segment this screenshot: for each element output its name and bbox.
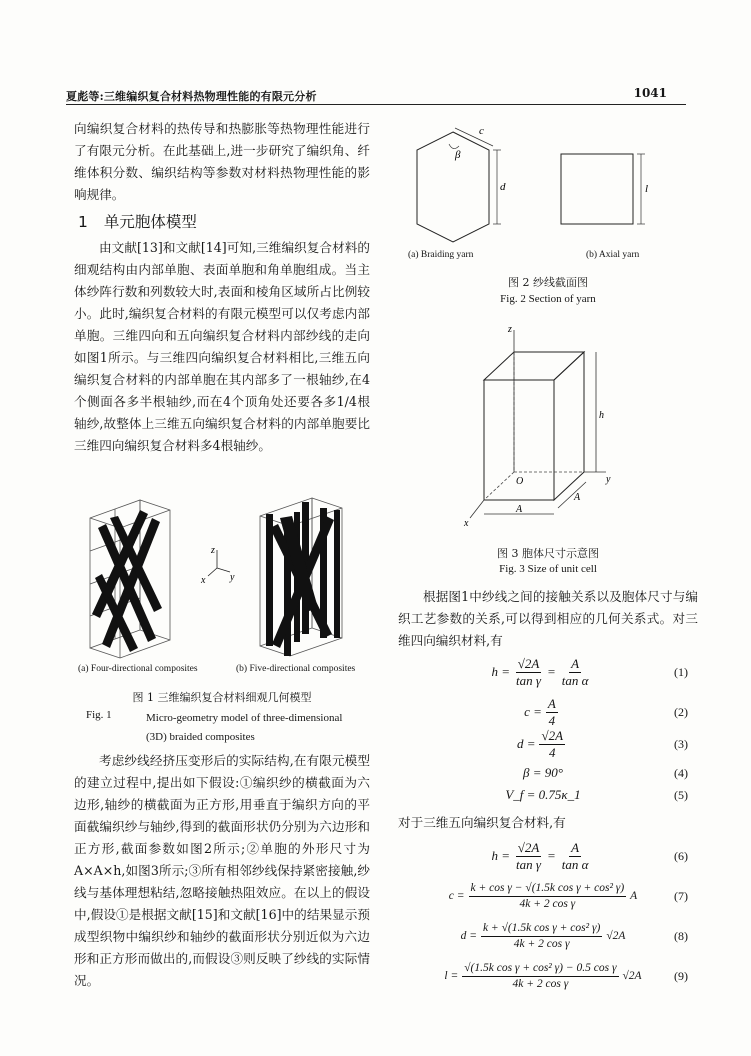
equation-1: h = $\frac{√2A}{\text{tan γ}}$ = $\frac{A}{\text{tan α}}$ (1) bbox=[491, 656, 688, 688]
equation-8: d = $\frac{\text{k + √(1.5k cos γ + cos² γ)}}{\text{4k + 2 cos γ}}$ √2A (8) bbox=[460, 922, 688, 950]
figure-2a-label: (a) Braiding yarn bbox=[408, 250, 474, 260]
equation-number: (1) bbox=[674, 664, 688, 679]
axis-label-y: y bbox=[606, 474, 611, 485]
axis-label-x: x bbox=[464, 518, 469, 529]
axis-label-y: y bbox=[230, 572, 235, 583]
paragraph-text: 根据图1中纱线之间的接触关系以及胞体尺寸与编织工艺参数的关系,可以得到相应的几何关系式。对三维四向编织材料,有 bbox=[398, 589, 698, 648]
intro-paragraph bbox=[74, 118, 370, 206]
equation-number: (6) bbox=[674, 848, 688, 863]
right-paragraph-2 bbox=[398, 812, 698, 834]
figure-2-caption-cn: 图 2 纱线截面图 bbox=[508, 276, 588, 289]
label-beta: β bbox=[455, 149, 461, 161]
depth-label: A bbox=[574, 492, 581, 503]
page-number: 1041 bbox=[633, 86, 667, 100]
braiding-yarns-4d bbox=[92, 510, 162, 652]
equation-9: l = $\frac{\text{√(1.5k cos γ + cos² γ) − 0.5 cos γ}}{\text{4k + 2 cos γ}}$ √2A (9) bbox=[444, 962, 688, 990]
figure-3-caption-en: Fig. 3 Size of unit cell bbox=[499, 563, 597, 575]
axis-label-z: z bbox=[211, 545, 215, 556]
height-label: h bbox=[599, 410, 604, 421]
figure-2b-label: (b) Axial yarn bbox=[586, 250, 640, 260]
axis-label-z: z bbox=[508, 324, 512, 335]
label-l: l bbox=[645, 183, 649, 195]
equation-number: (3) bbox=[674, 736, 688, 751]
running-title: 夏彪等:三维编织复合材料热物理性能的有限元分析 bbox=[66, 90, 317, 103]
figure-1a-label: (a) Four-directional composites bbox=[78, 664, 198, 674]
section-title: 单元胞体模型 bbox=[103, 213, 197, 231]
section-paragraph-1 bbox=[74, 237, 370, 457]
label-d: d bbox=[500, 181, 506, 193]
equation-number: (9) bbox=[674, 968, 688, 983]
square-section bbox=[561, 154, 633, 224]
figure-3-caption-cn: 图 3 胞体尺寸示意图 bbox=[497, 547, 599, 560]
header-rule bbox=[66, 104, 686, 105]
figure-2-graphic bbox=[405, 124, 685, 264]
paragraph-text: 由文献[13]和文献[14]可知,三维编织复合材料的细观结构由内部单胞、表面单胞和角单胞组成。当主体纱阵行数和列数较大时,表面和棱角区域所占比例较小。此时,编织复合材料的有限元模型可以仅考虑内部单胞。三维四向和五向编织复合材料内部纱线的走向如图1所示。与三维四向编织复合材料相比,三维五向编织复合材料的内部单胞在其内部多了一根轴纱,在4个侧面各多半根轴纱,而在4个顶角处还要各多1/4根轴纱,故整体上三维五向编织复合材料的内部单胞要比三维四向编织复合材料多4根轴纱。 bbox=[74, 240, 370, 453]
equation-6: h = $\frac{√2A}{\text{tan γ}}$ = $\frac{A}{\text{tan α}}$ (6) bbox=[491, 840, 688, 872]
equation-2: c = $\frac{A}{4}$ (2) bbox=[524, 696, 688, 728]
figure-3-graphic bbox=[456, 322, 636, 532]
figure-1-graphic bbox=[80, 488, 370, 666]
figure-1b-label: (b) Five-directional composites bbox=[236, 664, 356, 674]
intro-text: 向编织复合材料的热传导和热膨胀等热物理性能进行了有限元分析。在此基础上,进一步研究了编织角、纤维体积分数、编织结构等参数对材料热物理性能的影响规律。 bbox=[74, 121, 370, 202]
section-heading bbox=[78, 210, 213, 232]
origin-label: O bbox=[516, 476, 524, 487]
equation-number: (5) bbox=[674, 787, 688, 802]
equation-3: d = $\frac{√2A}{4}$ (3) bbox=[516, 728, 688, 760]
figure-1-caption-en: Micro-geometry model of three-dimensional (3D) braided composites bbox=[146, 712, 343, 743]
equation-number: (2) bbox=[674, 704, 688, 719]
right-paragraph-1 bbox=[398, 586, 698, 652]
section-number: 1 bbox=[78, 213, 88, 231]
paragraph-text: 对于三维五向编织复合材料,有 bbox=[398, 815, 566, 830]
equation-4: β = 90° (4) bbox=[523, 765, 688, 780]
width-label: A bbox=[516, 504, 523, 515]
equation-number: (8) bbox=[674, 928, 688, 943]
figure-1-caption-label: Fig. 1 bbox=[86, 709, 112, 721]
axis-label-x: x bbox=[201, 575, 206, 586]
equation-number: (4) bbox=[674, 765, 688, 780]
figure-2-caption-en: Fig. 2 Section of yarn bbox=[500, 293, 596, 305]
section-paragraph-2 bbox=[74, 750, 370, 992]
equation-7: c = $\frac{\text{k + cos γ − √(1.5k cos γ + cos² γ)}}{\text{4k + 2 cos γ}}$ A (7) bbox=[448, 882, 688, 910]
paragraph-text: 考虑纱线经挤压变形后的实际结构,在有限元模型的建立过程中,提出如下假设:①编织纱的横截面为六边形,轴纱的横截面为正方形,用垂直于编织方向的平面截编织纱与轴纱,得到的截面形状仍分别为六边形和正方形,截面参数如图2所示;②单胞的外形尺寸为A×A×h,如图3所示;③所有相邻纱线保持紧密接触,纱线与基体理想粘结,忽略接触热阻效应。在以上的假设中,假设①是根据文献[15]和文献[16]中的结果显示预成型织物中编织纱和轴纱的截面形状分别近似为六边形和正方形而做出的,而假设③则反映了纱线的实际情况。 bbox=[74, 753, 370, 988]
label-c: c bbox=[479, 125, 484, 137]
equation-number: (7) bbox=[674, 888, 688, 903]
equation-5: V_f = 0.75κ_1 (5) bbox=[505, 787, 688, 802]
figure-1-caption-cn: 图 1 三维编织复合材料细观几何模型 bbox=[132, 691, 312, 704]
